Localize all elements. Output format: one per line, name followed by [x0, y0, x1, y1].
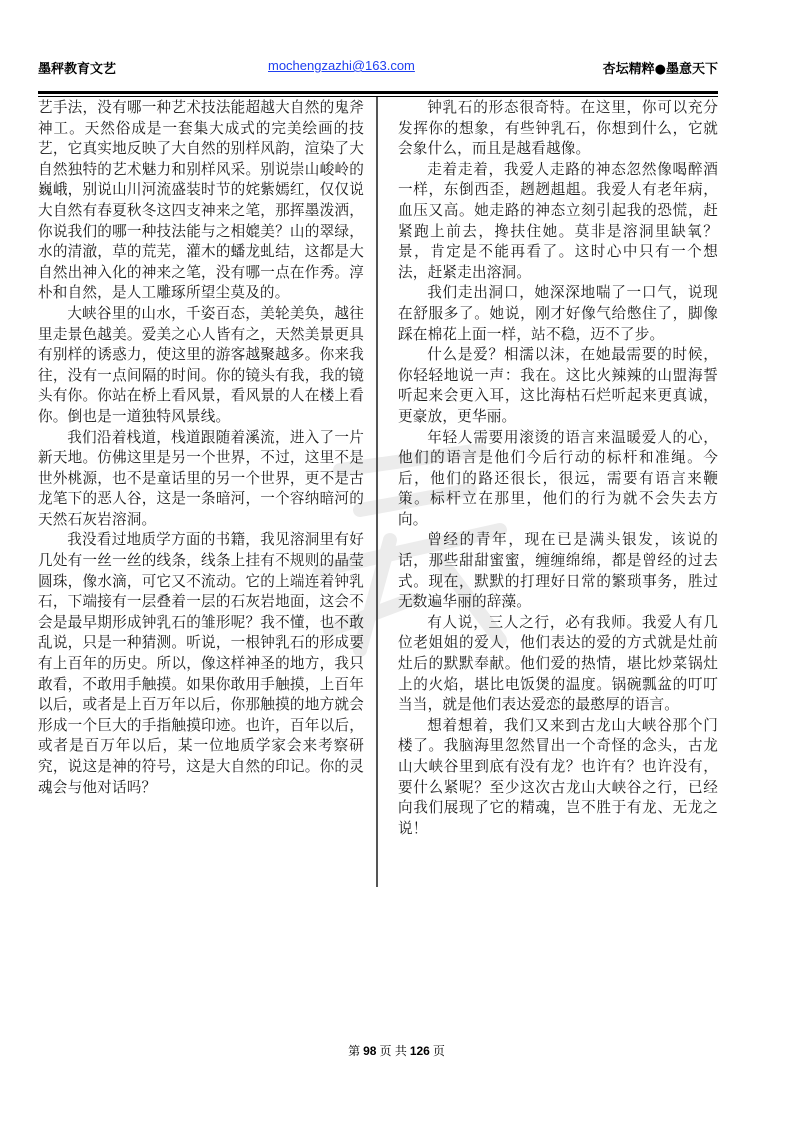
page-footer: [0, 1042, 793, 1059]
footer-suffix: 页: [432, 1044, 445, 1058]
paragraph: 曾经的青年，现在已是满头银发，该说的话，那些甜甜蜜蜜，缠缠绵绵，都是曾经的过去式。现在，默默的打理好日常的繁琐事务，胜过无数遍华丽的辞藻。: [398, 531, 718, 611]
total-page-count: 126: [409, 1044, 430, 1058]
column-divider: [376, 97, 378, 887]
footer-mid: 页 共: [379, 1044, 407, 1058]
paragraph: 什么是爱？相濡以沫，在她最需要的时候，你轻轻地说一声：我在。这比火辣辣的山盟海誓听起来会更入耳，这比海枯石烂听起来更真诚，更豪放，更华丽。: [398, 346, 718, 425]
page-header: [38, 58, 718, 78]
footer-prefix: 第: [348, 1044, 361, 1058]
paragraph: 我们走出洞口，她深深地喘了一口气，说现在舒服多了。她说，刚才好像气给憋住了，脚像踩在棉花上面一样，站不稳，迈不了步。: [398, 284, 718, 343]
paragraph: 年轻人需要用滚烫的语言来温暖爱人的心，他们的语言是他们今后行动的标杆和准绳。今后，他们的路还很长，很远，需要有语言来鞭策。标杆立在那里，他们的行为就不会失去方向。: [398, 428, 718, 528]
current-page-number: 98: [363, 1044, 377, 1058]
paragraph: 想着想着，我们又来到古龙山大峡谷那个门楼了。我脑海里忽然冒出一个奇怪的念头，古龙山大峡谷里到底有没有龙？也许有？也许没有，要什么紧呢？至少这次古龙山大峡谷之行，已经向我们展现了它的精魂，岂不胜于有龙、无龙之说！: [398, 716, 718, 837]
paragraph: 我们沿着栈道，栈道跟随着溪流，进入了一片新天地。仿佛这里是另一个世界，不过，这里不是世外桃源，也不是童话里的另一个世界，更不是古龙笔下的恶人谷，这是一条暗河，一个容纳暗河的天然石灰岩溶洞。: [38, 428, 364, 528]
header-rule-thin: [38, 96, 718, 97]
paragraph: 我没看过地质学方面的书籍，我见溶洞里有好几处有一丝一丝的线条，线条上挂有不规则的晶莹圆珠，像水滴，可它又不流动。它的上端连着钟乳石，下端接有一层叠着一层的石灰岩地面，这会不会是最早期形成钟乳石的雏形呢？我不懂，也不敢乱说，只是一种猜测。听说，一根钟乳石的形成要有上百年的历史。所以，像这样神圣的地方，我只敢看，不敢用手触摸。如果你敢用手触摸，上百年以后，或者是上百万年以后，你那触摸的地方就会形成一个巨大的手指触摸印迹。也许，百年以后，或者是百万年以后，某一位地质学家会来考察研究，说这是神的符号，这是大自然的印记。你的灵魂会与他对话吗？: [38, 531, 364, 796]
header-email-link[interactable]: mochengzazhi@163.com: [268, 58, 415, 73]
header-publication-name: 墨秤教育文艺: [38, 62, 117, 77]
paragraph: 钟乳石的形态很奇特。在这里，你可以充分发挥你的想象，有些钟乳石，你想到什么，它就会象什么，而且是越看越像。: [398, 99, 718, 158]
paragraph: 大峡谷里的山水，千姿百态，美轮美奂，越往里走景色越美。爱美之心人皆有之，天然美景更具有别样的诱惑力，使这里的游客越聚越多。你来我往，没有一点间隔的时间。你的镜头有我，我的镜头有你。你站在桥上看风景，看风景的人在楼上看你。倒也是一道独特风景线。: [38, 304, 364, 425]
paragraph: 走着走着，我爱人走路的神态忽然像喝醉酒一样，东倒西歪，趔趔趄趄。我爱人有老年病，血压又高。她走路的神态立刻引起我的恐慌，赶紧跑上前去，搀扶住她。莫非是溶洞里缺氧？景，肯定是不能再看了。这时心中只有一个想法，赶紧走出溶洞。: [398, 160, 718, 281]
paragraph: 有人说，三人之行，必有我师。我爱人有几位老姐姐的爱人，他们表达的爱的方式就是灶前灶后的默默奉献。他们爱的热情，堪比炒菜锅灶上的火焰，堪比电饭煲的温度。锅碗瓢盆的叮叮当当，就是他们表达爱恋的最憨厚的语言。: [398, 613, 718, 714]
right-column: [398, 98, 718, 839]
header-rule-thick: [38, 91, 718, 94]
paragraph: 艺手法，没有哪一种艺术技法能超越大自然的鬼斧神工。天然俗成是一套集大成式的完美绘画的技艺，它真实地反映了大自然的别样风韵，渲染了大自然独特的艺术魅力和别样风采。别说崇山峻岭的巍峨，别说山川河流盛装时节的姹紫嫣红，仅仅说大自然有春夏秋冬这四支神来之笔，那挥墨泼洒，你说我们的哪一种技法能与之相媲美？山的翠绿，水的清澈，草的荒芜，灌木的蟠龙虬结，这都是大自然出神入化的神来之笔，没有哪一点在作秀。淳朴和自然，是人工雕琢所望尘莫及的。: [38, 99, 364, 302]
header-slogan: 杏坛精粹●墨意天下: [602, 62, 718, 77]
left-column: [38, 98, 364, 798]
